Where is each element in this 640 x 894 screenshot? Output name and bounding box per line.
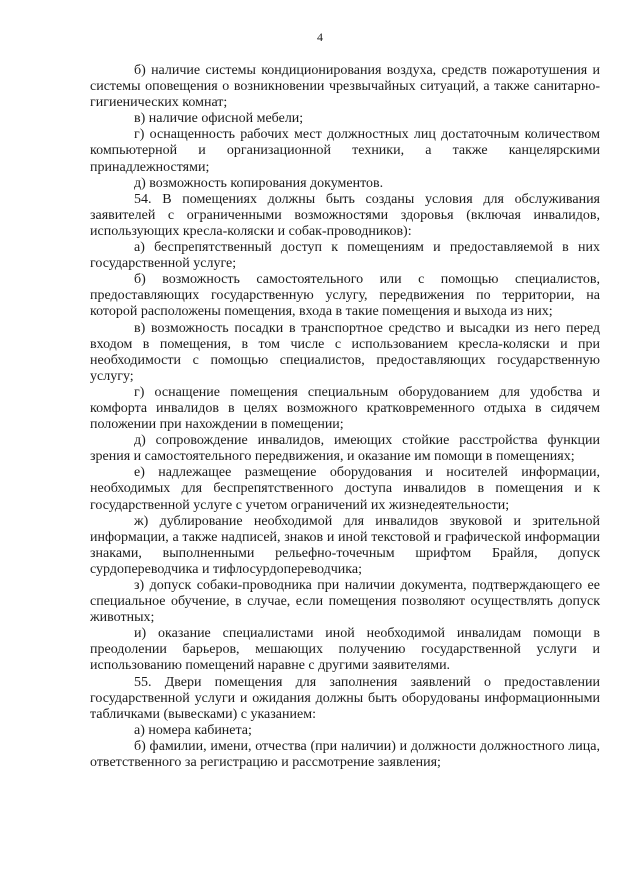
paragraph-item-v-transport: в) возможность посадки в транспортное средство и высадки из него перед входом в помещения, в том числе с использованием кресла-коляски и при необходимости с помощью специалистов, предоставляющих государственную услугу; xyxy=(90,320,600,384)
paragraph-item-e-information-placement: е) надлежащее размещение оборудования и носителей информации, необходимых для беспрепятственного доступа инвалидов в помещения и к государственной услуге с учетом ограничений их жизнедеятельности; xyxy=(90,465,600,513)
paragraph-item-g-workplaces: г) оснащенность рабочих мест должностных лиц достаточным количеством компьютерной и организационной техники, а также канцелярскими принадлежностями; xyxy=(90,127,600,175)
paragraph-item-a-access: а) беспрепятственный доступ к помещениям и предоставляемой в них государственной услуге; xyxy=(90,240,600,272)
paragraph-item-v-office-furniture: в) наличие офисной мебели; xyxy=(134,111,304,127)
paragraph-clause-54: 54. В помещениях должны быть созданы условия для обслуживания заявителей с ограниченными возможностями здоровья (включая инвалидов, использующих кресла-коляски и собак-проводников): xyxy=(90,191,600,239)
paragraph-item-zh-duplication: ж) дублирование необходимой для инвалидов звуковой и зрительной информации, а также надписей, знаков и иной текстовой и графической информации знаками, выполненными рельефно-точечным шрифтом Брайля, допуск сурдопереводчика и тифлосурдопереводчика; xyxy=(90,513,600,577)
paragraph-item-b-movement: б) возможность самостоятельного или с помощью специалистов, предоставляющих государственную услугу, передвижения по территории, на которой расположены помещения, входа в такие помещения и выхода из них; xyxy=(90,272,600,320)
paragraph-item-b-official-name: б) фамилии, имени, отчества (при наличии) и должности должностного лица, ответственного за регистрацию и рассмотрение заявления; xyxy=(90,738,600,771)
paragraph-item-g-equipment: г) оснащение помещения специальным оборудованием для удобства и комфорта инвалидов в целях возможного кратковременного отдыха в сидячем положении при нахождении в помещении; xyxy=(90,384,600,433)
document-body xyxy=(90,63,600,771)
page-number: 4 xyxy=(317,30,323,44)
paragraph-item-b-air-conditioning: б) наличие системы кондиционирования воздуха, средств пожаротушения и системы оповещения о возникновении чрезвычайных ситуаций, а также санитарно-гигиенических комнат; xyxy=(90,63,600,111)
paragraph-item-d-escort: д) сопровождение инвалидов, имеющих стойкие расстройства функции зрения и самостоятельного передвижения, и оказание им помощи в помещениях; xyxy=(90,433,600,465)
paragraph-item-i-assistance: и) оказание специалистами иной необходимой инвалидам помощи в преодолении барьеров, мешающих получению государственной услуги и использованию помещений наравне с другими заявителями. xyxy=(90,626,600,674)
paragraph-clause-55: 55. Двери помещения для заполнения заявлений о предоставлении государственной услуги и ожидания должны быть оборудованы информационными табличками (вывесками) с указанием: xyxy=(90,674,600,722)
paragraph-item-a-room-number: а) номера кабинета; xyxy=(134,722,252,738)
paragraph-item-d-copying: д) возможность копирования документов. xyxy=(134,175,384,191)
paragraph-item-z-guide-dog: з) допуск собаки-проводника при наличии документа, подтверждающего ее специальное обучение, в случае, если помещения позволяют осуществлять допуск животных; xyxy=(90,578,600,626)
